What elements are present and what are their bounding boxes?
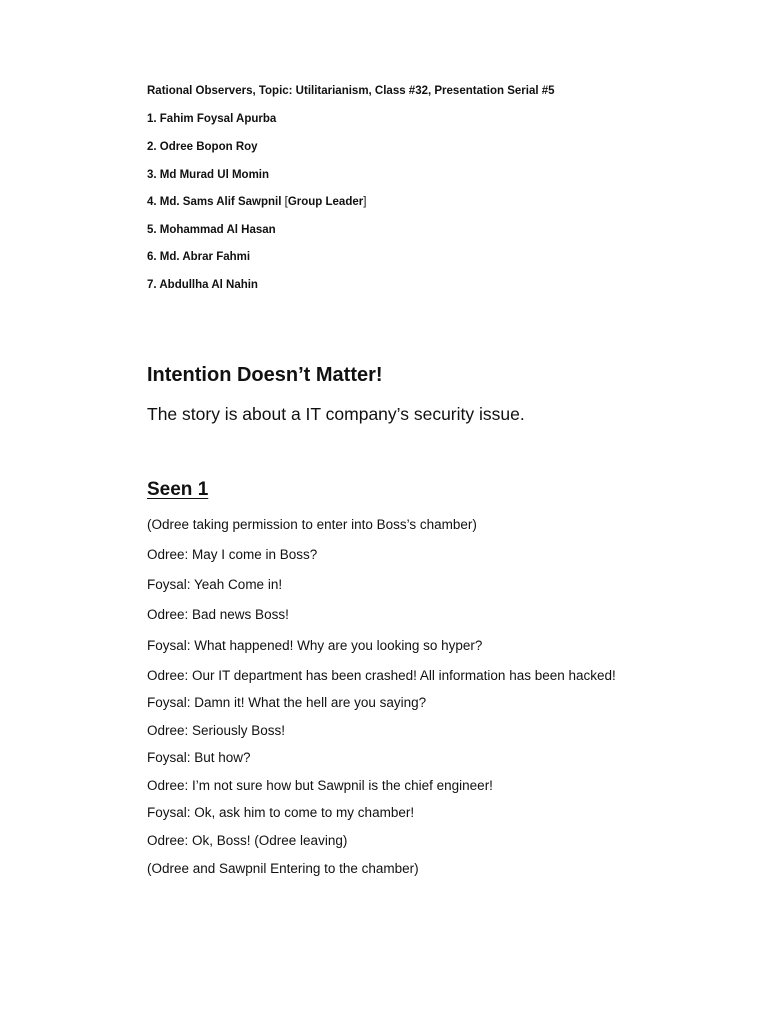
dialogue-line: (Odree taking permission to enter into Boss’s chamber)	[147, 517, 477, 532]
story-intro: The story is about a IT company’s security issue.	[147, 404, 525, 424]
dialogue-line: Odree: Ok, Boss! (Odree leaving)	[147, 833, 348, 848]
dialogue-line: Foysal: Ok, ask him to come to my chamber!	[147, 805, 415, 820]
dialogue-line: Odree: Our IT department has been crashed! All information has been hacked!	[147, 668, 616, 683]
dialogue-line: Odree: I’m not sure how but Sawpnil is the chief engineer!	[147, 778, 493, 793]
document-header: Rational Observers, Topic: Utilitarianism, Class #32, Presentation Serial #5	[147, 85, 555, 97]
dialogue-line: Foysal: Yeah Come in!	[147, 577, 283, 592]
dialogue-line: Foysal: But how?	[147, 750, 251, 765]
dialogue-line: (Odree and Sawpnil Entering to the chamber)	[147, 861, 419, 876]
dialogue-line: Odree: Bad news Boss!	[147, 607, 289, 622]
scene-heading: Seen 1	[147, 479, 209, 500]
bracket-close: ]	[363, 196, 367, 208]
dialogue-line: Foysal: What happened! Why are you looking so hyper?	[147, 638, 483, 653]
member-3: 3. Md Murad Ul Momin	[147, 169, 270, 181]
member-6: 6. Md. Abrar Fahmi	[147, 251, 251, 263]
bracket-open: [	[284, 196, 288, 208]
group-leader-note: Group Leader	[287, 196, 364, 208]
member-7: 7. Abdullha Al Nahin	[147, 279, 258, 291]
dialogue-line: Odree: Seriously Boss!	[147, 723, 286, 738]
member-1: 1. Fahim Foysal Apurba	[147, 113, 277, 125]
story-title: Intention Doesn’t Matter!	[147, 364, 383, 386]
member-2: 2. Odree Bopon Roy	[147, 141, 258, 153]
member-5: 5. Mohammad Al Hasan	[147, 224, 276, 236]
dialogue-line: Odree: May I come in Boss?	[147, 547, 318, 562]
dialogue-line: Foysal: Damn it! What the hell are you saying?	[147, 695, 427, 710]
member-4: 4. Md. Sams Alif Sawpnil [Group Leader]	[147, 196, 367, 208]
